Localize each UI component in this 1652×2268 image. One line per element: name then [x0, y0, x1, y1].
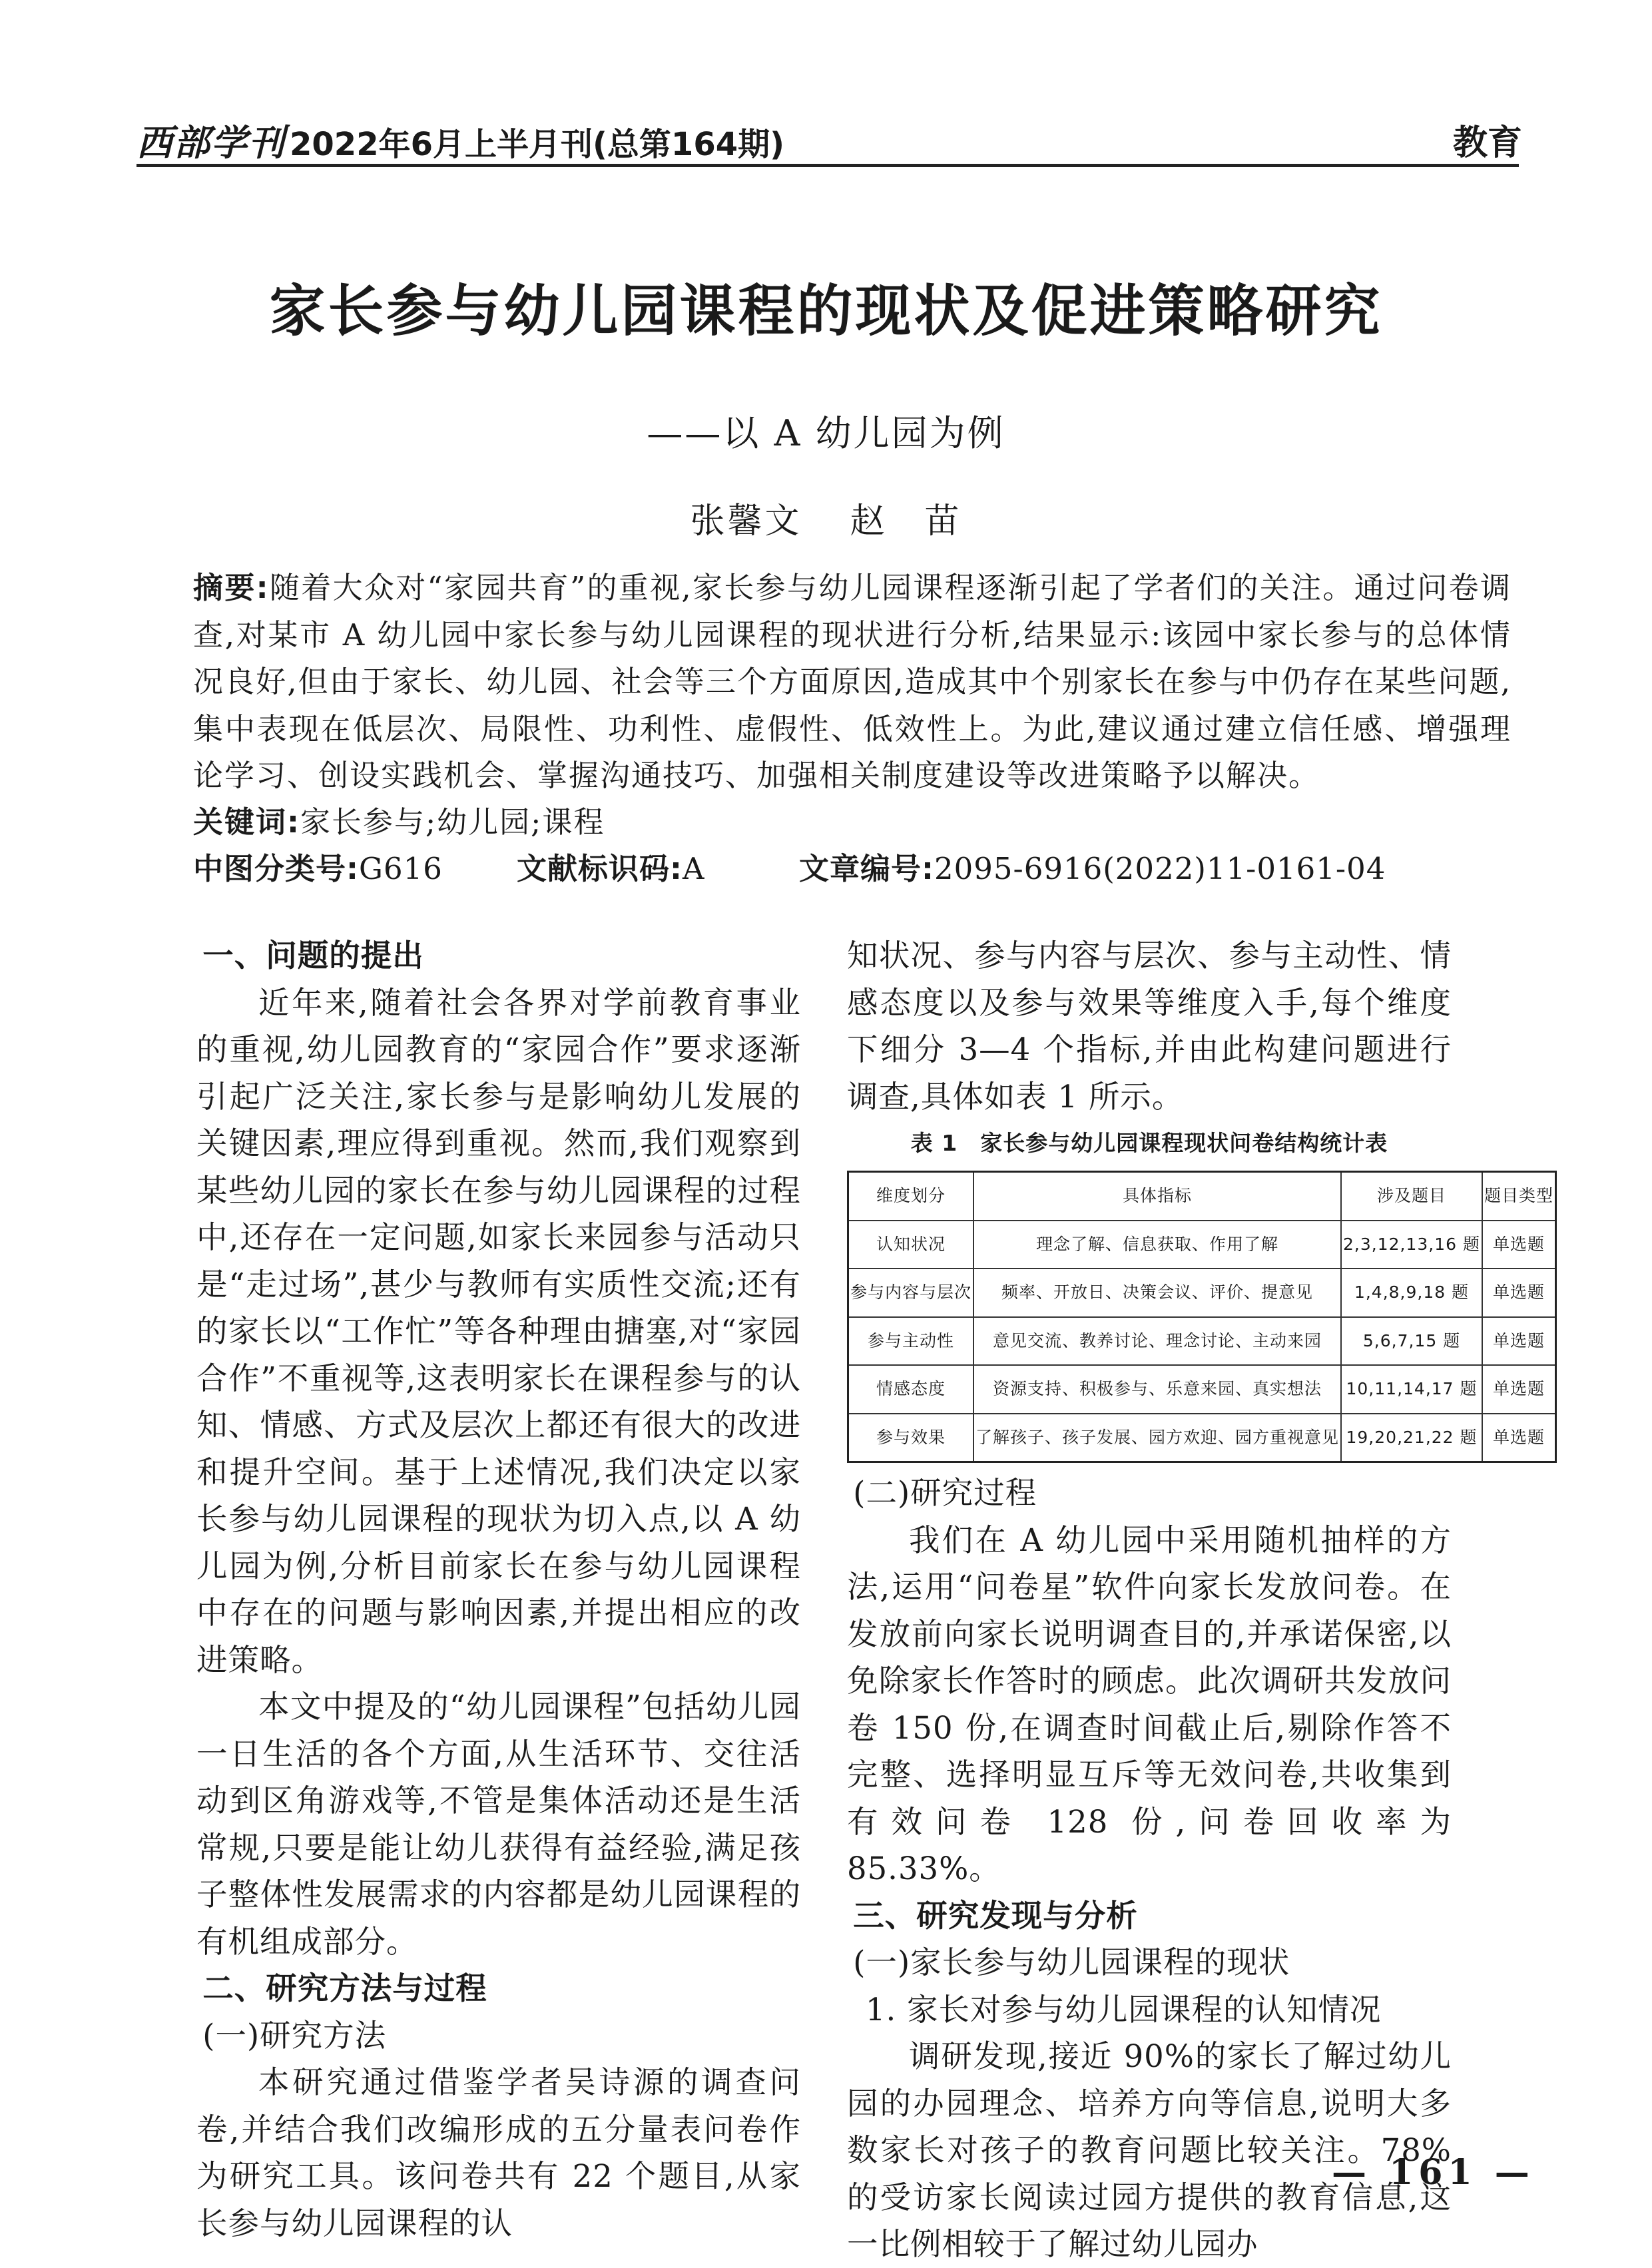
section-heading: (二)研究过程 — [853, 1475, 1037, 1511]
table-header-cell: 具体指标 — [973, 1172, 1341, 1221]
table-cell: 了解孩子、孩子发展、园方欢迎、园方重视意见 — [973, 1414, 1341, 1462]
section-heading: 一、问题的提出 — [202, 938, 424, 974]
clc-label: 中图分类号: — [193, 851, 359, 886]
survey-structure-table — [847, 1171, 1557, 1463]
doc-code — [517, 844, 705, 888]
article-title: 家长参与幼儿园课程的现状及促进策略研究 — [269, 278, 1383, 344]
art-value: 2095-6916(2022)11-0161-04 — [934, 851, 1386, 886]
abstract-text: 随着大众对“家园共育”的重视,家长参与幼儿园课程逐渐引起了学者们的关注。通过问卷调查,对某市 A 幼儿园中家长参与幼儿园课程的现状进行分析,结果显示:该园中家长参与的总体情况良好,但由于家长、幼儿园、社会等三个方面原因,造成其中个别家长在参与中仍存在某些问题,集中表现在低层次、局限性、功利性、虚假性、低效性上。为此,建议通过建立信任感、增强理论学习、创设实践机会、掌握沟通技巧、加强相关制度建设等改进策略予以解决。 — [193, 570, 1512, 793]
journal-logo: 西部学刊 — [137, 121, 286, 164]
section-heading: 二、研究方法与过程 — [202, 1970, 487, 2006]
clc-value: G616 — [359, 851, 443, 886]
clc-code — [193, 844, 443, 888]
table-cell: 5,6,7,15 题 — [1341, 1317, 1482, 1366]
table-cell: 10,11,14,17 题 — [1341, 1365, 1482, 1414]
keywords-text: 家长参与;幼儿园;课程 — [300, 804, 605, 840]
abstract-label: 摘要: — [193, 570, 270, 605]
table-cell: 资源支持、积极参与、乐意来园、真实想法 — [973, 1365, 1341, 1414]
paragraph: 本文中提及的“幼儿园课程”包括幼儿园一日生活的各个方面,从生活环节、交往活动到区角游戏等,不管是集体活动还是生活常规,只要是能让幼儿获得有益经验,满足孩子整体性发展需求的内容都是幼儿园课程的有机组成部分。 — [196, 1689, 801, 1960]
table-cell: 单选题 — [1482, 1414, 1556, 1462]
section-heading: (一)研究方法 — [202, 2017, 387, 2054]
table-row — [848, 1269, 1556, 1317]
table-cell: 单选题 — [1482, 1317, 1556, 1366]
table-header-row — [848, 1172, 1556, 1221]
keywords — [193, 798, 605, 841]
paragraph: 近年来,随着社会各界对学前教育事业的重视,幼儿园教育的“家园合作”要求逐渐引起广泛关注,家长参与是影响幼儿发展的关键因素,理应得到重视。然而,我们观察到某些幼儿园的家长在参与幼儿园课程的过程中,还存在一定问题,如家长来园参与活动只是“走过场”,甚少与教师有实质性交流;还有的家长以“工作忙”等各种理由搪塞,对“家园合作”不重视等,这表明家长在课程参与的认知、情感、方式及层次上都还有很大的改进和提升空间。基于上述情况,我们决定以家长参与幼儿园课程的现状为切入点,以 A 幼儿园为例,分析目前家长在参与幼儿园课程中存在的问题与影响因素,并提出相应的改进策略。 — [196, 984, 801, 1678]
table-row — [848, 1414, 1556, 1462]
article-number — [799, 844, 1386, 888]
paragraph: 调研发现,接近 90%的家长了解过幼儿园的办园理念、培养方向等信息,说明大多数家长对孩子的教育问题比较关注。78%的受访家长阅读过园方提供的教育信息,这一比例相较于了解过幼儿园办 — [847, 2038, 1452, 2262]
table-caption: 表 1 家长参与幼儿园课程现状问卷结构统计表 — [910, 1130, 1388, 1156]
table-cell: 情感态度 — [848, 1365, 974, 1414]
authors — [0, 493, 1652, 543]
section-label: 教育 — [1452, 123, 1522, 163]
author-name: 张馨文 — [690, 501, 802, 541]
author-name: 赵 苗 — [850, 501, 962, 541]
table-cell: 单选题 — [1482, 1365, 1556, 1414]
table-cell: 理念了解、信息获取、作用了解 — [973, 1221, 1341, 1269]
table-cell: 19,20,21,22 题 — [1341, 1414, 1482, 1462]
table-cell: 2,3,12,13,16 题 — [1341, 1221, 1482, 1269]
art-label: 文章编号: — [799, 851, 934, 886]
table-row — [848, 1221, 1556, 1269]
table-cell: 参与效果 — [848, 1414, 974, 1462]
section-heading: 三、研究发现与分析 — [853, 1897, 1138, 1934]
table-cell: 1,4,8,9,18 题 — [1341, 1269, 1482, 1317]
table-cell: 单选题 — [1482, 1269, 1556, 1317]
section-heading: 1. 家长对参与幼儿园课程的认知情况 — [865, 1991, 1382, 2028]
table-cell: 参与主动性 — [848, 1317, 974, 1366]
right-column — [847, 932, 1554, 2268]
table-cell: 单选题 — [1482, 1221, 1556, 1269]
table-cell: 认知状况 — [848, 1221, 974, 1269]
doc-value: A — [683, 851, 705, 886]
table-row — [848, 1365, 1556, 1414]
left-column — [196, 932, 801, 2247]
table-container — [847, 1171, 1554, 1463]
issue-info: 2022年6月上半月刊(总第164期) — [290, 126, 785, 163]
page-number: — 161 — — [1332, 2152, 1535, 2193]
abstract — [193, 565, 1512, 800]
table-header-cell: 题目类型 — [1482, 1172, 1556, 1221]
paragraph: 我们在 A 幼儿园中采用随机抽样的方法,运用“问卷星”软件向家长发放问卷。在发放前向家长说明调查目的,并承诺保密,以免除家长作答时的顾虑。此次调研共发放问卷 150 份,在调查时间截止后,剔除作答不完整、选择明显互斥等无效问卷,共收集到有效问卷 128 份,问卷回收率为 85.33%。 — [847, 1522, 1452, 1886]
table-cell: 参与内容与层次 — [848, 1269, 974, 1317]
table-cell: 意见交流、教养讨论、理念讨论、主动来园 — [973, 1317, 1341, 1366]
paragraph: 知状况、参与内容与层次、参与主动性、情感态度以及参与效果等维度入手,每个维度下细分 3—4 个指标,并由此构建问题进行调查,具体如表 1 所示。 — [847, 938, 1452, 1115]
table-cell: 频率、开放日、决策会议、评价、提意见 — [973, 1269, 1341, 1317]
header-divider — [137, 164, 1519, 167]
table-header-cell: 涉及题目 — [1341, 1172, 1482, 1221]
section-heading: (一)家长参与幼儿园课程的现状 — [853, 1944, 1290, 1980]
paragraph: 本研究通过借鉴学者吴诗源的调查问卷,并结合我们改编形成的五分量表问卷作为研究工具。该问卷共有 22 个题目,从家长参与幼儿园课程的认 — [196, 2064, 801, 2241]
right-column-body — [847, 1470, 1452, 2268]
article-subtitle: ——以 A 幼儿园为例 — [647, 412, 1005, 454]
table-header-cell: 维度划分 — [848, 1172, 974, 1221]
keywords-label: 关键词: — [193, 804, 300, 840]
table-row — [848, 1317, 1556, 1366]
journal-header — [137, 115, 784, 166]
doc-label: 文献标识码: — [517, 851, 683, 886]
